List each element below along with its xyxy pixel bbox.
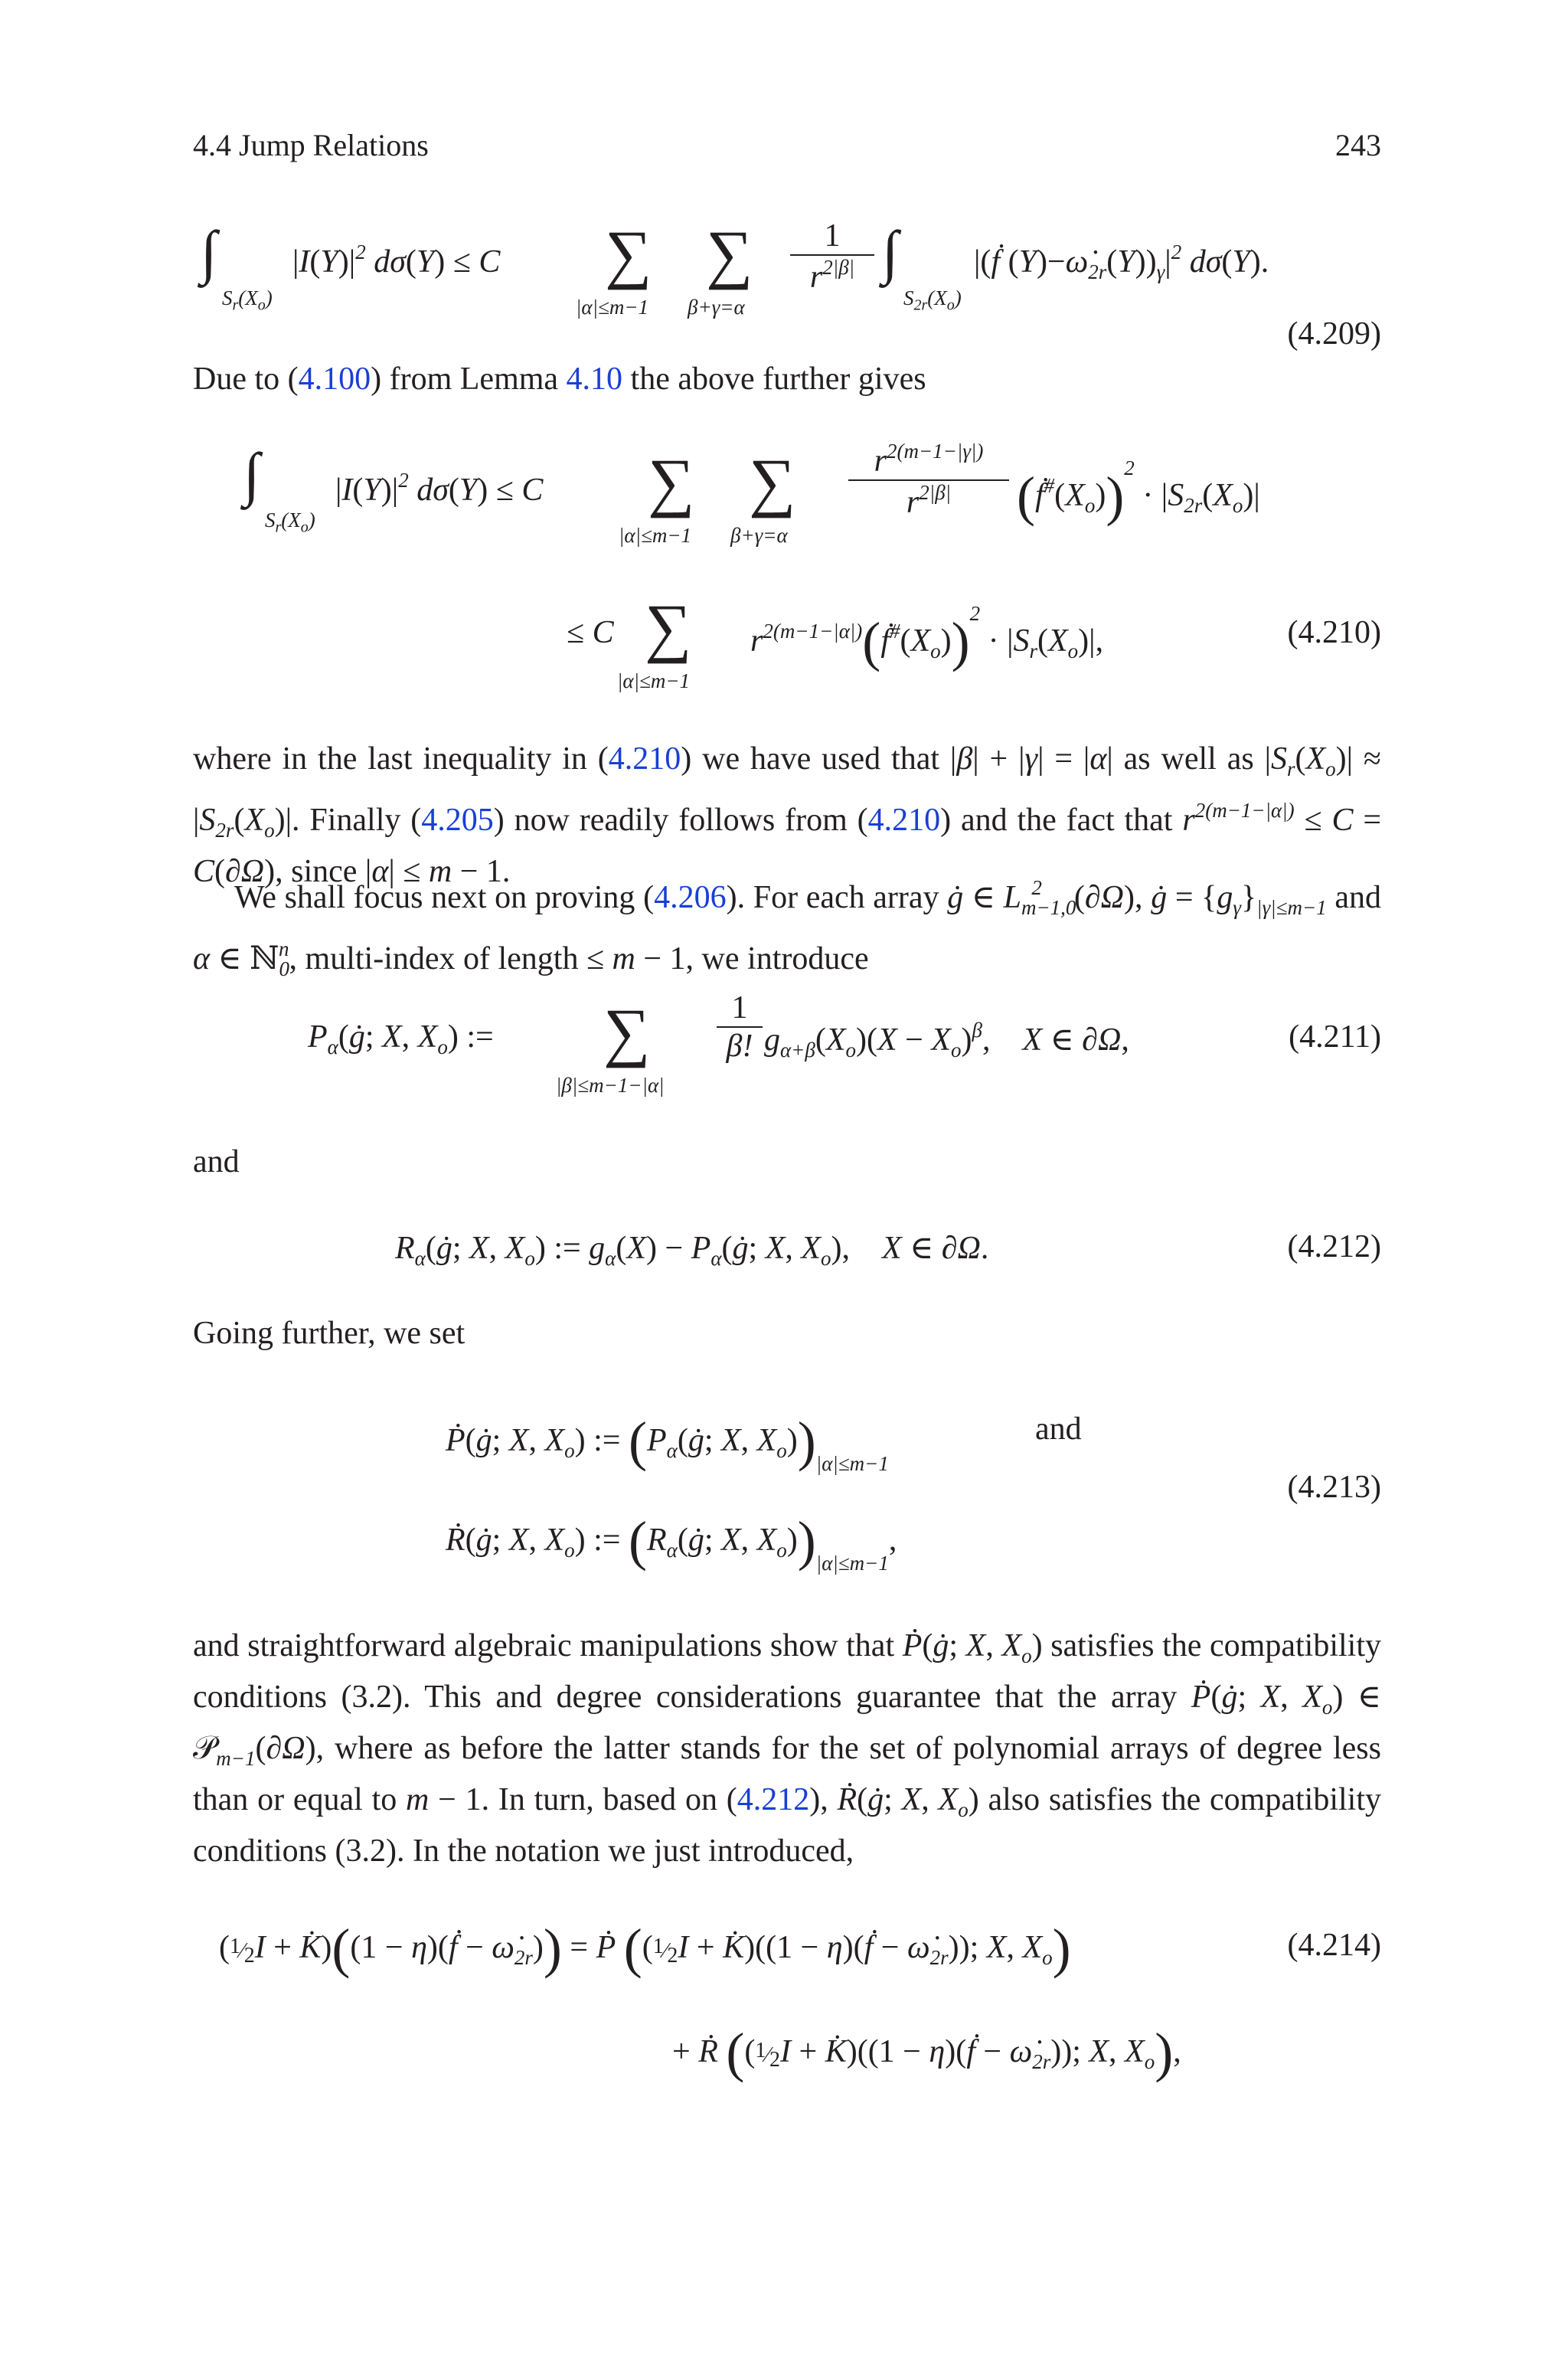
running-header-page-number: 243 bbox=[1335, 128, 1381, 162]
ref-link-4-100[interactable]: 4.100 bbox=[298, 361, 371, 397]
equation-4-210-line-2: ≤ C ∑ |α|≤m−1 $r^{2(m-1-|\alpha|)}(ḟ^{\#}(X_o))^2 \cdot |S_r(X_o)|$, bbox=[567, 590, 1104, 692]
running-header-section: 4.4 Jump Relations bbox=[193, 128, 429, 162]
equation-number-4-214: (4.214) bbox=[1287, 1928, 1381, 1963]
ref-link-4-205[interactable]: 4.205 bbox=[421, 803, 494, 838]
equation-4-209: ∫ $S_r(X_o)$ $|I(Y)|^2$ dσ(Y) ≤ C ∑ |α|≤m−1 ∑ β+γ=α 1 $r^{2|\beta|}$ ∫ $S_{2r}(X_o)$ |(ḟ $(Y)-\omegȧ_{2r}(Y))_\gamma|^2$ dσ(Y). bbox=[201, 217, 1269, 319]
ref-link-4-210-b[interactable]: 4.210 bbox=[867, 803, 941, 838]
text-and-inline: and bbox=[1035, 1411, 1082, 1447]
equation-number-4-212: (4.212) bbox=[1287, 1229, 1381, 1264]
equation-number-4-211: (4.211) bbox=[1289, 1019, 1381, 1055]
equation-4-213-line-1: Ṗ(ġ; X, $X_o$) := ($P_\alpha(ġ$; X, $X_o))_{|\alpha|\le m-1}$ and bbox=[446, 1411, 1082, 1475]
text-going-further: Going further, we set bbox=[193, 1316, 466, 1351]
paragraph-we-shall-focus: We shall focus next on proving (4.206). For each array ġ ∈ $L_{m-1,0}^2$ (∂Ω), ġ = $\{g_\gamma\}_{|\gamma|\le m-1}$ and α ∈ ℕ$_0^n$, multi-index of length ≤ m − 1, we introduce bbox=[193, 876, 1381, 980]
ref-link-4-206[interactable]: 4.206 bbox=[654, 880, 727, 915]
equation-number-4-213: (4.213) bbox=[1287, 1470, 1381, 1505]
ref-link-4-210[interactable]: 4.210 bbox=[608, 741, 681, 777]
equation-4-213-line-2: Ṙ(ġ; X, $X_o$) := ($R_\alpha(ġ$; X, $X_o))_{|\alpha|\le m-1}$, bbox=[446, 1510, 897, 1575]
equation-4-211: $P_\alpha(ġ$; X, $X_o$) := ∑ |β|≤m−1−|α| 1 β! $g_{\alpha+\beta}(X_o)(X - X_o)^\beta$, X ∈ ∂Ω, bbox=[308, 990, 1129, 1097]
text-due-to-a: Due to ( bbox=[193, 361, 299, 397]
equation-number-4-210: (4.210) bbox=[1287, 615, 1381, 650]
paragraph-where-last-inequality: where in the last inequality in (4.210) we have used that |β| + |γ| = |α| as well as $|S_r(X_o)| \approx |S_{2r}(X_o)|$. Finally (4.205) now readily follows from (4.210) and the fact that $r^{2(m-1-|\alpha|)} \le C = C(\partial\Omega)$, since |α| ≤ m − 1. bbox=[193, 741, 1382, 889]
paragraph-straightforward: and straightforward algebraic manipulations show that Ṗ(ġ; X, $X_o$) satisfies the compatibility conditions (3.2). This and degree considerations guarantee that the array Ṗ(ġ; X, $X_o$) ∈ 𝒫$_{m-1}$(∂Ω), where as before the latter stands for the set of polynomial arrays of degree less than or equal to m − 1. In turn, based on (4.212), Ṙ(ġ; X, $X_o$) also satisfies the compatibility conditions (3.2). In the notation we just introduced, bbox=[193, 1628, 1382, 1869]
text-and: and bbox=[193, 1144, 240, 1179]
text-due-to-b: ) from Lemma bbox=[371, 361, 567, 397]
equation-number-4-209: (4.209) bbox=[1287, 316, 1381, 352]
ref-link-4-212[interactable]: 4.212 bbox=[737, 1782, 810, 1817]
ref-link-lemma-4-10[interactable]: 4.10 bbox=[566, 361, 623, 397]
equation-4-212: $R_\alpha(ġ$; X, $X_o$) := $g_\alpha(X)$ − $P_\alpha(ġ$; X, $X_o$), X ∈ ∂Ω. bbox=[395, 1231, 989, 1270]
paragraph-due-to bbox=[193, 358, 1381, 400]
text-due-to-c: the above further gives bbox=[622, 361, 926, 397]
equation-4-214-line-1: (1⁄2I + K̇)((1 − η)(ḟ − $\omegȧ_{2r}$)) = Ṗ ((1⁄2I + K̇)((1 − η)(ḟ − $\omegȧ_{2r}$)); X, $X_o$) bbox=[219, 1918, 1071, 1979]
equation-4-214-line-2: + Ṙ ((1⁄2I + K̇)((1 − η)(ḟ − $\omegȧ_{2r}$)); X, $X_o$), bbox=[672, 2022, 1181, 2083]
equation-4-210-line-1: ∫ $S_r(X_o)$ $|I(Y)|^2$ dσ(Y) ≤ C ∑ |α|≤m−1 ∑ β+γ=α $r^{2(m-1-|\gamma|)}$ $r^{2|\beta|}$ $(ḟ^{\#}(X_o))^2 \cdot |S_{2r}(X_o)|$ bbox=[243, 440, 1260, 547]
